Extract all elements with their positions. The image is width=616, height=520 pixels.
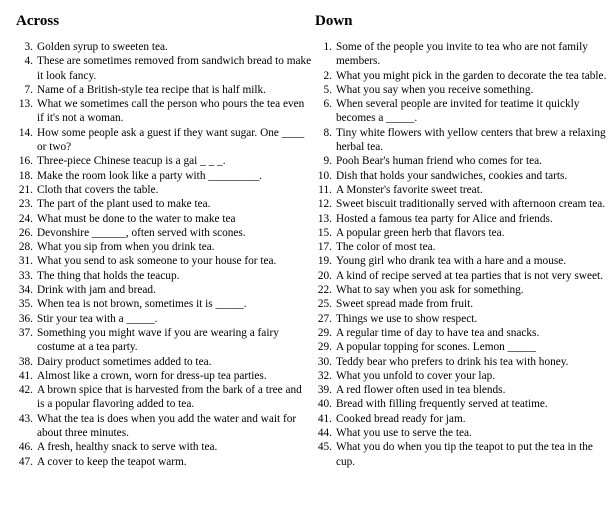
clue-number: 5. xyxy=(323,83,332,96)
clue-text: A regular time of day to have tea and snacks. xyxy=(336,326,540,339)
clue-text: Tiny white flowers with yellow centers that brew a relaxing herbal tea. xyxy=(336,126,606,154)
clue-text: Golden syrup to sweeten tea. xyxy=(37,41,168,53)
clue-number: 21. xyxy=(18,183,33,196)
clue-number: 16. xyxy=(18,155,33,168)
clue-text: The thing that holds the teacup. xyxy=(37,269,180,282)
clue-number: 46. xyxy=(18,441,33,454)
down-clue xyxy=(315,69,608,83)
clue-text: Something you might wave if you are wearing a fairy costume at a tea party. xyxy=(37,326,279,354)
clue-text: Name of a British-style tea recipe that is half milk. xyxy=(37,83,267,96)
clue-number: 43. xyxy=(18,412,33,425)
clue-text: A fresh, healthy snack to serve with tea. xyxy=(37,441,218,454)
clue-number: 44. xyxy=(317,427,332,440)
down-clue xyxy=(315,383,608,397)
across-clue xyxy=(16,455,312,469)
clue-number: 45. xyxy=(317,441,332,454)
clue-text: Hosted a famous tea party for Alice and friends. xyxy=(336,212,553,225)
clue-number: 1. xyxy=(323,41,332,53)
clue-number: 13. xyxy=(18,98,33,111)
clue-text: Things we use to show respect. xyxy=(336,312,478,325)
across-clue xyxy=(16,226,312,240)
across-clue xyxy=(16,283,312,297)
down-clue xyxy=(315,440,608,469)
clue-number: 42. xyxy=(18,384,33,397)
across-clue xyxy=(16,269,312,283)
clue-number: 11. xyxy=(318,183,332,196)
clue-number: 23. xyxy=(18,198,33,211)
across-clue xyxy=(16,97,312,126)
clue-number: 13. xyxy=(317,212,332,225)
clue-number: 19. xyxy=(317,255,332,268)
clue-text: A Monster's favorite sweet treat. xyxy=(336,183,483,196)
clue-number: 8. xyxy=(323,126,332,139)
clue-text: What we sometimes call the person who pours the tea even if it's not a woman. xyxy=(37,98,305,125)
clue-number: 38. xyxy=(18,355,33,368)
down-column xyxy=(315,12,608,469)
clue-number: 14. xyxy=(18,126,33,139)
across-clue-list xyxy=(16,40,312,469)
across-clue xyxy=(16,54,312,83)
clue-number: 3. xyxy=(24,41,33,53)
clue-number: 35. xyxy=(18,298,33,311)
clue-text: A kind of recipe served at tea parties that is not very sweet. xyxy=(336,269,603,282)
clue-text: What you do when you tip the teapot to put the tea in the cup. xyxy=(336,441,593,468)
clue-text: What you use to serve the tea. xyxy=(336,427,472,440)
clue-number: 28. xyxy=(18,241,33,254)
clue-number: 10. xyxy=(317,169,332,182)
across-clue xyxy=(16,40,312,54)
clue-number: 41. xyxy=(317,412,332,425)
down-clue xyxy=(315,40,608,69)
down-clue xyxy=(315,297,608,311)
clue-text: A cover to keep the teapot warm. xyxy=(37,455,187,468)
clue-number: 29. xyxy=(317,341,332,354)
down-heading: Down xyxy=(315,13,353,29)
clue-number: 7. xyxy=(24,83,33,96)
clue-text: A popular topping for scones. Lemon _____ xyxy=(336,341,536,354)
down-clue xyxy=(315,126,608,155)
clue-text: These are sometimes removed from sandwich bread to make it look fancy. xyxy=(37,55,312,82)
clue-number: 15. xyxy=(317,226,332,239)
down-clue xyxy=(315,97,608,126)
down-clue xyxy=(315,197,608,211)
clue-text: Almost like a crown, worn for dress-up tea parties. xyxy=(37,369,267,382)
clue-number: 39. xyxy=(317,384,332,397)
across-clue xyxy=(16,326,312,355)
across-clue xyxy=(16,212,312,226)
clue-number: 47. xyxy=(18,455,33,468)
clue-text: What you unfold to cover your lap. xyxy=(336,369,496,382)
clue-text: Dish that holds your sandwiches, cookies and tarts. xyxy=(336,169,568,182)
clue-text: The color of most tea. xyxy=(336,241,436,254)
across-clue xyxy=(16,126,312,155)
clue-text: Pooh Bear's human friend who comes for tea. xyxy=(336,155,542,168)
clue-text: Young girl who drank tea with a hare and a mouse. xyxy=(336,255,567,268)
clue-text: Stir your tea with a _____. xyxy=(37,312,158,325)
clue-text: Three-piece Chinese teacup is a gai _ _ _. xyxy=(37,155,226,168)
clue-text: Sweet biscuit traditionally served with afternoon cream tea. xyxy=(336,198,606,211)
clue-number: 41. xyxy=(18,369,33,382)
down-clue xyxy=(315,254,608,268)
across-clue xyxy=(16,297,312,311)
down-clue xyxy=(315,412,608,426)
down-clue xyxy=(315,326,608,340)
clue-text: What you send to ask someone to your house for tea. xyxy=(37,255,277,268)
clue-number: 40. xyxy=(317,398,332,411)
clue-number: 22. xyxy=(317,284,332,297)
across-clue xyxy=(16,312,312,326)
down-clue xyxy=(315,397,608,411)
clue-text: What you sip from when you drink tea. xyxy=(37,241,215,254)
down-clue xyxy=(315,283,608,297)
down-clue xyxy=(315,426,608,440)
across-clue xyxy=(16,355,312,369)
clue-text: A brown spice that is harvested from the bark of a tree and is a popular flavoring added to tea. xyxy=(37,384,302,411)
clue-text: Devonshire ______, often served with scones. xyxy=(37,226,246,239)
clue-number: 37. xyxy=(18,326,33,339)
clue-number: 12. xyxy=(317,198,332,211)
down-clue xyxy=(315,312,608,326)
clue-number: 29. xyxy=(317,326,332,339)
clue-number: 33. xyxy=(18,269,33,282)
across-clue xyxy=(16,197,312,211)
down-clue xyxy=(315,240,608,254)
clue-number: 26. xyxy=(18,226,33,239)
down-clue xyxy=(315,154,608,168)
clue-number: 9. xyxy=(323,155,332,168)
clue-text: The part of the plant used to make tea. xyxy=(37,198,211,211)
clue-text: A popular green herb that flavors tea. xyxy=(336,226,505,239)
across-heading: Across xyxy=(16,13,60,29)
across-clue xyxy=(16,383,312,412)
clue-text: When tea is not brown, sometimes it is _____. xyxy=(37,298,247,311)
clue-text: Make the room look like a party with _________. xyxy=(37,169,262,182)
clue-text: Sweet spread made from fruit. xyxy=(336,298,474,311)
clue-number: 2. xyxy=(323,69,332,82)
across-clue xyxy=(16,169,312,183)
clue-text: What you say when you receive something. xyxy=(336,83,534,96)
down-clue xyxy=(315,83,608,97)
down-clue xyxy=(315,183,608,197)
clue-text: Dairy product sometimes added to tea. xyxy=(37,355,212,368)
clue-text: What to say when you ask for something. xyxy=(336,284,524,297)
clue-number: 32. xyxy=(317,369,332,382)
down-clue xyxy=(315,169,608,183)
down-clue xyxy=(315,212,608,226)
down-clue xyxy=(315,226,608,240)
clue-text: Drink with jam and bread. xyxy=(37,284,156,297)
across-clue xyxy=(16,154,312,168)
clue-number: 31. xyxy=(18,255,33,268)
clue-text: Bread with filling frequently served at teatime. xyxy=(336,398,548,411)
clue-text: How some people ask a guest if they want sugar. One ____ or two? xyxy=(37,126,305,154)
clue-text: Some of the people you invite to tea who are not family members. xyxy=(336,41,588,68)
clue-text: A red flower often used in tea blends. xyxy=(336,384,506,397)
clue-number: 30. xyxy=(317,355,332,368)
clue-text: Cooked bread ready for jam. xyxy=(336,412,466,425)
across-clue xyxy=(16,183,312,197)
across-clue xyxy=(16,254,312,268)
down-clue xyxy=(315,369,608,383)
clue-number: 20. xyxy=(317,269,332,282)
across-clue xyxy=(16,412,312,441)
clue-text: What must be done to the water to make tea xyxy=(37,212,236,225)
clue-text: Cloth that covers the table. xyxy=(37,183,159,196)
down-clue-list xyxy=(315,40,608,469)
clue-number: 17. xyxy=(317,241,332,254)
clue-number: 36. xyxy=(18,312,33,325)
clue-number: 25. xyxy=(317,298,332,311)
clue-number: 34. xyxy=(18,284,33,297)
across-clue xyxy=(16,83,312,97)
across-clue xyxy=(16,440,312,454)
clue-text: What you might pick in the garden to decorate the tea table. xyxy=(336,69,607,82)
across-column xyxy=(16,12,312,469)
clue-number: 18. xyxy=(18,169,33,182)
clue-number: 24. xyxy=(18,212,33,225)
clue-text: When several people are invited for teatime it quickly becomes a _____. xyxy=(336,98,580,125)
clue-number: 4. xyxy=(24,55,33,68)
across-clue xyxy=(16,240,312,254)
clue-text: Teddy bear who prefers to drink his tea with honey. xyxy=(336,355,569,368)
across-clue xyxy=(16,369,312,383)
clue-number: 6. xyxy=(323,98,332,111)
clue-number: 27. xyxy=(317,312,332,325)
down-clue xyxy=(315,269,608,283)
down-clue xyxy=(315,355,608,369)
clue-text: What the tea is does when you add the water and wait for about three minutes. xyxy=(37,412,297,440)
down-clue xyxy=(315,340,608,354)
